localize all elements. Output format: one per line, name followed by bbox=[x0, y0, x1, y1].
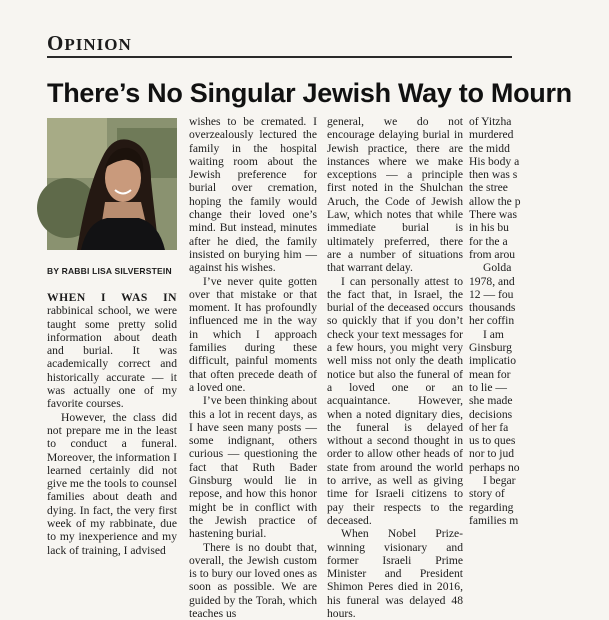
paragraph: I’ve been thinking about this a lot in recent days, as I have seen many posts — some indignant, others curious — questioning the fact that Ruth Bader Ginsburg would lie in repose, and how this honor might be in conflict with the Jewish practice of hastening burial. bbox=[189, 394, 317, 540]
paragraph-line: the midd bbox=[469, 142, 609, 155]
paragraph-line: implicatio bbox=[469, 354, 609, 367]
paragraph-line: 12 — fou bbox=[469, 288, 609, 301]
section-label bbox=[47, 31, 132, 56]
paragraph-line: allow the p bbox=[469, 195, 609, 208]
paragraph-line: His body a bbox=[469, 155, 609, 168]
paragraph-line: of her fa bbox=[469, 421, 609, 434]
paragraph-line: There was bbox=[469, 208, 609, 221]
author-photo bbox=[47, 118, 177, 250]
paragraph-line: of Yitzha bbox=[469, 115, 609, 128]
paragraph: wishes to be cremated. I overzealously lectured the family in the hospital waiting room about the Jewish preference for burial over cremation, hoping the family would change their loved one’s mind. But instead, minutes after he died, the family insisted on burying him — against his wishes. bbox=[189, 115, 317, 275]
article-column-1 bbox=[47, 291, 177, 557]
article-headline: There’s No Singular Jewish Way to Mourn bbox=[47, 78, 572, 109]
paragraph: There is no doubt that, overall, the Jewish custom is to bury our loved ones as soon as possible. We are guided by the Torah, which teaches us bbox=[189, 541, 317, 620]
paragraph: When Nobel Prize-winning visionary and former Israeli Prime Minister and President Shimon Peres died in 2016, his funeral was delayed 48 hours. bbox=[327, 527, 463, 620]
paragraph-line: decisions bbox=[469, 408, 609, 421]
paragraph-line: us to ques bbox=[469, 434, 609, 447]
paragraph-line: perhaps no bbox=[469, 461, 609, 474]
section-rest: PINION bbox=[64, 35, 131, 54]
paragraph-line: the stree bbox=[469, 181, 609, 194]
article-column-2 bbox=[189, 115, 317, 620]
paragraph: However, the class did not prepare me in the least to conduct a funeral. Moreover, the information I learned certainly did not give me the tools to counsel families about death and dying. In fact, the very first week of my rabbinate, due to my inexperience and my lack of training, I advised bbox=[47, 411, 177, 557]
paragraph-line: families m bbox=[469, 514, 609, 527]
article-column-4 bbox=[469, 115, 609, 527]
paragraph-line: from arou bbox=[469, 248, 609, 261]
byline: BY RABBI LISA SILVERSTEIN bbox=[47, 266, 172, 276]
paragraph-line: Golda bbox=[469, 261, 609, 274]
paragraph-line: her coffin bbox=[469, 314, 609, 327]
paragraph-line: nor to jud bbox=[469, 447, 609, 460]
paragraph-line: in his bu bbox=[469, 221, 609, 234]
paragraph-line: for the a bbox=[469, 235, 609, 248]
paragraph-line: murdered bbox=[469, 128, 609, 141]
paragraph-line: I begar bbox=[469, 474, 609, 487]
paragraph-line: thousands bbox=[469, 301, 609, 314]
paragraph-line: to lie — bbox=[469, 381, 609, 394]
paragraph: general, we do not encourage delaying burial in Jewish practice, there are instances where we make exceptions — a principle first noted in the Shulchan Aruch, the Code of Jewish Law, which notes that while immediate burial is ultimately preferred, there are a number of situations that warrant delay. bbox=[327, 115, 463, 275]
article-column-3 bbox=[327, 115, 463, 620]
lead-in: WHEN I WAS IN bbox=[47, 291, 177, 304]
paragraph: I can personally attest to the fact that, in Israel, the burial of the deceased occurs so quickly that if you don’t check your text messages for a few hours, you might very well miss not only the death notice but also the funeral of a loved one or an acquaintance. However, when a noted dignitary dies, the funeral is delayed without a second thought in order to allow other heads of state from around the world to arrive, as well as giving time for Israeli citizens to pay their respects to the deceased. bbox=[327, 275, 463, 528]
paragraph-line: mean for bbox=[469, 368, 609, 381]
paragraph-line: I am bbox=[469, 328, 609, 341]
paragraph-line: she made bbox=[469, 394, 609, 407]
paragraph-line: 1978, and bbox=[469, 275, 609, 288]
paragraph-line: then was s bbox=[469, 168, 609, 181]
paragraph-text: rabbinical school, we were taught some pretty solid information about death and burial. It was academically correct and historically accurate — it was actually one of my favorite courses. bbox=[47, 304, 177, 410]
paragraph bbox=[47, 291, 177, 411]
section-initial: O bbox=[47, 31, 64, 55]
paragraph: I’ve never quite gotten over that mistake or that moment. It has profoundly influenced me in the way in which I approach families during these difficult, painful moments that often precede death of a loved one. bbox=[189, 275, 317, 395]
paragraph-line: story of bbox=[469, 487, 609, 500]
paragraph-line: Ginsburg bbox=[469, 341, 609, 354]
section-divider bbox=[47, 56, 512, 58]
paragraph-line: regarding bbox=[469, 501, 609, 514]
